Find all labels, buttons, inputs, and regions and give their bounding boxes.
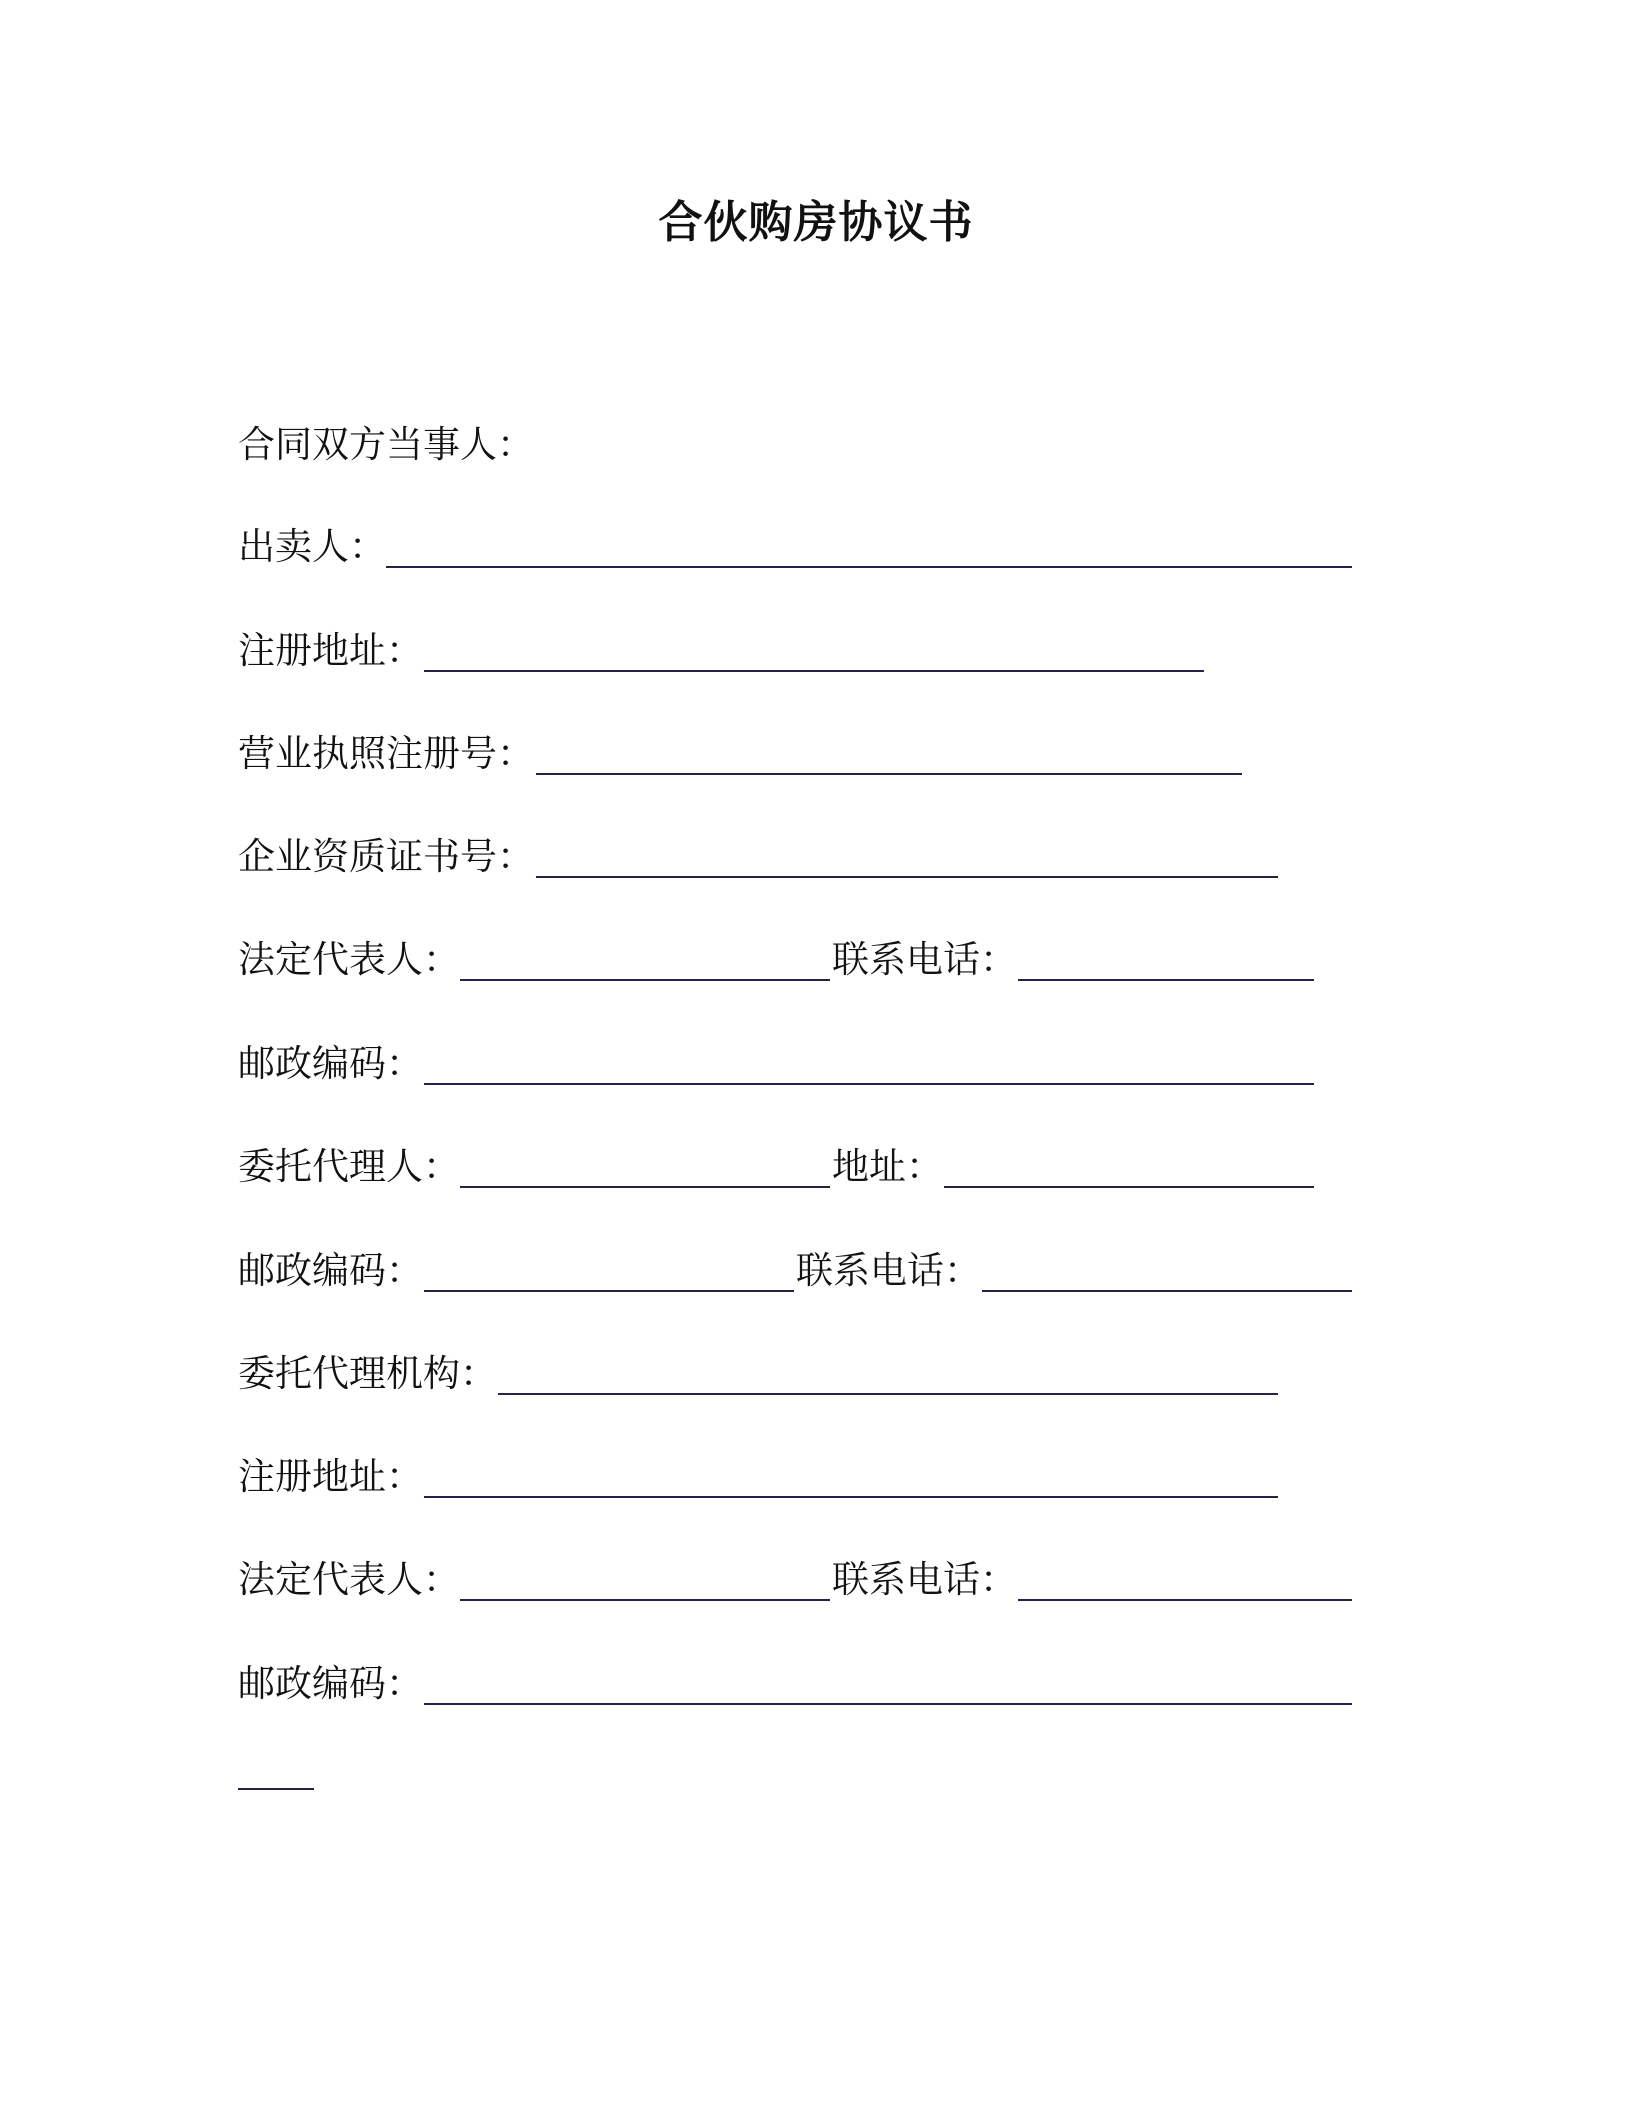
agency-legal-rep-blank[interactable] bbox=[460, 1599, 830, 1601]
agent-phone-label: 联系电话： bbox=[796, 1249, 981, 1292]
agency-phone-blank[interactable] bbox=[1018, 1599, 1352, 1601]
business-license-blank[interactable] bbox=[536, 773, 1242, 775]
seller-blank[interactable] bbox=[386, 566, 1352, 568]
agent-address-blank[interactable] bbox=[944, 1186, 1314, 1188]
seller-phone-label: 联系电话： bbox=[832, 938, 1017, 981]
agency-label: 委托代理机构： bbox=[238, 1352, 497, 1395]
agency-postcode-blank[interactable] bbox=[424, 1703, 1352, 1705]
seller-reg-address-label: 注册地址： bbox=[238, 629, 423, 672]
qualification-cert-blank[interactable] bbox=[536, 876, 1278, 878]
agency-postcode-label: 邮政编码： bbox=[238, 1662, 423, 1705]
agency-legal-rep-label: 法定代表人： bbox=[238, 1558, 460, 1601]
agent-person-label: 委托代理人： bbox=[238, 1145, 460, 1188]
agent-address-label: 地址： bbox=[832, 1145, 943, 1188]
document-title: 合伙购房协议书 bbox=[658, 197, 974, 248]
agent-postcode-label: 邮政编码： bbox=[238, 1249, 423, 1292]
agency-blank[interactable] bbox=[498, 1393, 1278, 1395]
seller-legal-rep-label: 法定代表人： bbox=[238, 938, 460, 981]
parties-heading: 合同双方当事人： bbox=[238, 423, 534, 466]
seller-postcode-label: 邮政编码： bbox=[238, 1042, 423, 1085]
agency-reg-address-blank[interactable] bbox=[424, 1496, 1278, 1498]
agent-person-blank[interactable] bbox=[460, 1186, 830, 1188]
seller-phone-blank[interactable] bbox=[1018, 979, 1314, 981]
agent-postcode-blank[interactable] bbox=[424, 1290, 794, 1292]
agency-phone-label: 联系电话： bbox=[832, 1558, 1017, 1601]
agent-phone-blank[interactable] bbox=[982, 1290, 1352, 1292]
agency-postcode-blank-continuation[interactable] bbox=[238, 1788, 314, 1790]
seller-legal-rep-blank[interactable] bbox=[460, 979, 830, 981]
business-license-label: 营业执照注册号： bbox=[238, 732, 534, 775]
seller-postcode-blank[interactable] bbox=[424, 1083, 1314, 1085]
seller-label: 出卖人： bbox=[238, 525, 386, 568]
agency-reg-address-label: 注册地址： bbox=[238, 1455, 423, 1498]
seller-reg-address-blank[interactable] bbox=[424, 670, 1204, 672]
qualification-cert-label: 企业资质证书号： bbox=[238, 835, 534, 878]
